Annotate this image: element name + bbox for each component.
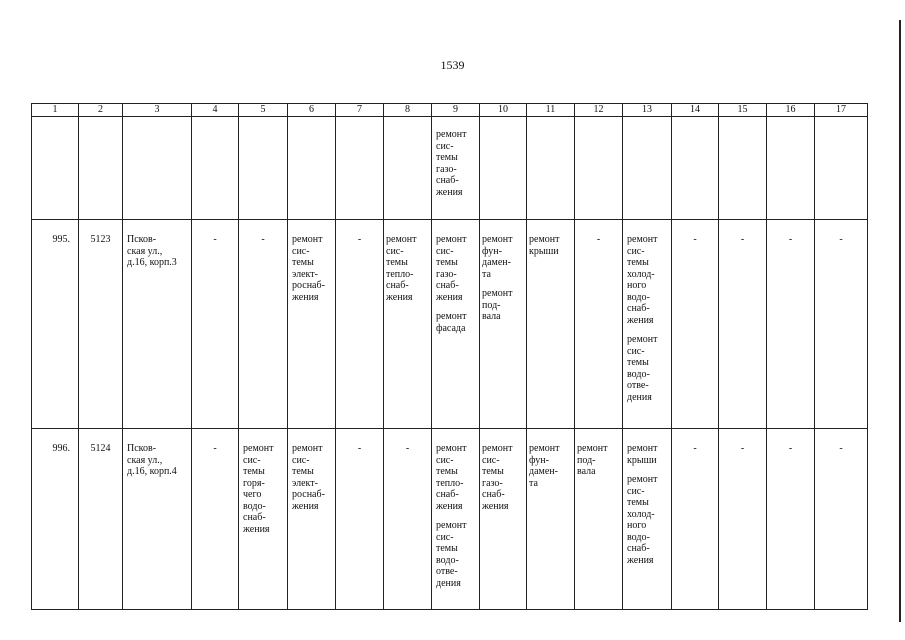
text-line: тепло- <box>436 477 464 489</box>
text-line: сис- <box>627 245 645 257</box>
header-cell: 10 <box>480 104 527 117</box>
text-line: темы <box>436 543 458 554</box>
col7-value: - <box>357 443 362 454</box>
text-line: ремонт <box>292 443 323 454</box>
text-line: ремонт <box>436 311 467 322</box>
text-line: водо- <box>627 368 650 380</box>
col11-value <box>527 232 574 257</box>
text-line: жения <box>627 314 654 326</box>
text-line: жения <box>436 186 463 198</box>
text-line: элект- <box>292 268 318 280</box>
col8-value: - <box>405 443 410 454</box>
text-line: вала <box>577 466 596 477</box>
text-line: сис- <box>482 454 500 466</box>
text-line: д.16, корп.3 <box>127 257 177 268</box>
building-code: 5124 <box>90 443 111 454</box>
text-line: сис- <box>627 485 645 497</box>
text-line: под- <box>577 454 596 466</box>
header-cell: 16 <box>767 104 815 117</box>
text-line: крыши <box>529 245 559 257</box>
text-line: снаб- <box>627 303 650 314</box>
text-line: та <box>529 477 538 489</box>
text-line: отве- <box>436 566 458 577</box>
text-line: ремонт <box>577 443 608 454</box>
header-cell: 15 <box>719 104 767 117</box>
text-line: жения <box>627 554 654 566</box>
text-line: темы <box>292 257 314 268</box>
header-cell: 14 <box>672 104 719 117</box>
text-line: снаб- <box>243 512 266 523</box>
text-line: ремонт <box>436 129 467 140</box>
text-line: горя- <box>243 477 265 489</box>
col14-value: - <box>693 443 697 454</box>
text-line: жения <box>292 500 319 512</box>
row-number: 995. <box>52 234 70 245</box>
text-line: снаб- <box>627 543 650 554</box>
text-line: жения <box>482 500 509 512</box>
text-line: фун- <box>482 245 502 257</box>
text-line: фун- <box>529 454 549 466</box>
text-line: газо- <box>482 477 503 489</box>
text-line: ремонт <box>482 234 513 245</box>
text-line: тепло- <box>386 268 414 280</box>
text-line: жения <box>386 291 413 303</box>
text-line: под- <box>482 299 501 311</box>
col8-value <box>384 232 431 303</box>
text-line: фасада <box>436 322 466 334</box>
text-line: ремонт <box>386 234 417 245</box>
text-line: газо- <box>436 268 457 280</box>
text-line: Псков- <box>127 234 157 245</box>
address <box>123 232 191 269</box>
text-line: сис- <box>436 454 454 466</box>
text-line: жения <box>436 500 463 512</box>
text-line: темы <box>627 497 649 508</box>
text-line: темы <box>436 257 458 268</box>
text-line: темы <box>627 257 649 268</box>
text-line: вала <box>482 311 501 322</box>
text-line: сис- <box>243 454 261 466</box>
header-cell: 12 <box>575 104 623 117</box>
text-line: ремонт <box>243 443 274 454</box>
text-line: ремонт <box>436 520 467 531</box>
text-line: чего <box>243 489 262 500</box>
text-line: ремонт <box>436 443 467 454</box>
header-cell: 2 <box>79 104 123 117</box>
text-line: крыши <box>627 454 657 466</box>
header-cell: 17 <box>815 104 868 117</box>
text-line: ремонт <box>627 474 658 485</box>
col12-value: - <box>596 234 601 245</box>
text-line: холод- <box>627 268 655 280</box>
text-line: снаб- <box>436 280 459 291</box>
text-line: снаб- <box>436 489 459 500</box>
header-cell: 13 <box>623 104 672 117</box>
header-cell: 11 <box>527 104 575 117</box>
col15-value: - <box>740 443 745 454</box>
col5-value: - <box>261 234 265 245</box>
text-line: сис- <box>436 140 454 152</box>
continuation-row <box>32 117 868 220</box>
text-line: водо- <box>243 500 266 512</box>
building-code: 5123 <box>90 234 111 245</box>
text-line: та <box>482 268 491 280</box>
col13-value <box>623 232 671 326</box>
text-line: темы <box>243 466 265 477</box>
cell-text <box>432 127 479 198</box>
col13-value <box>623 472 671 566</box>
row-number: 996. <box>52 443 70 454</box>
col14-value: - <box>693 234 697 245</box>
col9-value <box>432 232 479 303</box>
text-line: отве- <box>627 380 649 391</box>
text-line: снаб- <box>482 489 505 500</box>
col17-value: - <box>839 234 843 245</box>
text-line: водо- <box>436 554 459 566</box>
header-cell: 4 <box>192 104 239 117</box>
text-line: водо- <box>627 291 650 303</box>
col9-value <box>432 309 479 334</box>
col11-value <box>527 441 574 489</box>
header-cell: 9 <box>432 104 480 117</box>
page-number: 1539 <box>440 58 465 72</box>
text-line: дения <box>436 577 461 589</box>
header-cell: 1 <box>32 104 79 117</box>
col16-value: - <box>788 443 793 454</box>
col10-value <box>480 286 526 323</box>
text-line: сис- <box>292 245 310 257</box>
text-line: дамен- <box>482 257 511 268</box>
text-line: ская ул., <box>127 245 163 257</box>
header-cell: 6 <box>288 104 336 117</box>
continuation-col9 <box>432 117 480 220</box>
table-row <box>32 429 868 610</box>
col5-value <box>239 441 287 535</box>
col10-value <box>480 441 526 512</box>
text-line: сис- <box>436 245 454 257</box>
text-line: ремонт <box>529 443 560 454</box>
text-line: ремонт <box>529 234 560 245</box>
header-cell: 8 <box>384 104 432 117</box>
text-line: Псков- <box>127 443 157 454</box>
text-line: темы <box>436 466 458 477</box>
header-row <box>32 104 868 117</box>
text-line: темы <box>386 257 408 268</box>
text-line: темы <box>627 357 649 368</box>
page-edge-rule <box>899 20 901 622</box>
col10-value <box>480 232 526 280</box>
text-line: сис- <box>627 345 645 357</box>
text-line: дения <box>627 391 652 403</box>
repair-schedule-table <box>31 103 868 610</box>
text-line: темы <box>292 466 314 477</box>
text-line: жения <box>436 291 463 303</box>
text-line: снаб- <box>436 175 459 186</box>
text-line: водо- <box>627 531 650 543</box>
text-line: темы <box>482 466 504 477</box>
col15-value: - <box>740 234 745 245</box>
text-line: ремонт <box>292 234 323 245</box>
text-line: ремонт <box>482 443 513 454</box>
col13-value <box>623 332 671 403</box>
text-line: элект- <box>292 477 318 489</box>
text-line: д.16, корп.4 <box>127 466 177 477</box>
col12-value <box>575 441 622 478</box>
address <box>123 441 191 478</box>
text-line: сис- <box>292 454 310 466</box>
table-row <box>32 220 868 429</box>
text-line: ремонт <box>436 234 467 245</box>
col4-value: - <box>213 443 217 454</box>
col16-value: - <box>788 234 793 245</box>
text-line: ного <box>627 520 647 531</box>
text-line: газо- <box>436 163 457 175</box>
header-cell: 5 <box>239 104 288 117</box>
text-line: ремонт <box>627 334 658 345</box>
col4-value: - <box>213 234 217 245</box>
text-line: жения <box>292 291 319 303</box>
text-line: ремонт <box>482 288 513 299</box>
col9-value <box>432 441 479 512</box>
col7-value: - <box>357 234 362 245</box>
text-line: ремонт <box>627 234 658 245</box>
text-line: дамен- <box>529 466 558 477</box>
col17-value: - <box>839 443 843 454</box>
col9-value <box>432 518 479 589</box>
text-line: ремонт <box>627 443 658 454</box>
text-line: сис- <box>386 245 404 257</box>
text-line: холод- <box>627 508 655 520</box>
col6-value <box>288 232 335 303</box>
text-line: ного <box>627 280 647 291</box>
col6-value <box>288 441 335 512</box>
text-line: сис- <box>436 531 454 543</box>
text-line: роснаб- <box>292 280 325 291</box>
text-line: жения <box>243 523 270 535</box>
header-cell: 7 <box>336 104 384 117</box>
text-line: ская ул., <box>127 454 163 466</box>
col13-value <box>623 441 671 466</box>
text-line: темы <box>436 152 458 163</box>
text-line: снаб- <box>386 280 409 291</box>
header-cell: 3 <box>123 104 192 117</box>
text-line: роснаб- <box>292 489 325 500</box>
